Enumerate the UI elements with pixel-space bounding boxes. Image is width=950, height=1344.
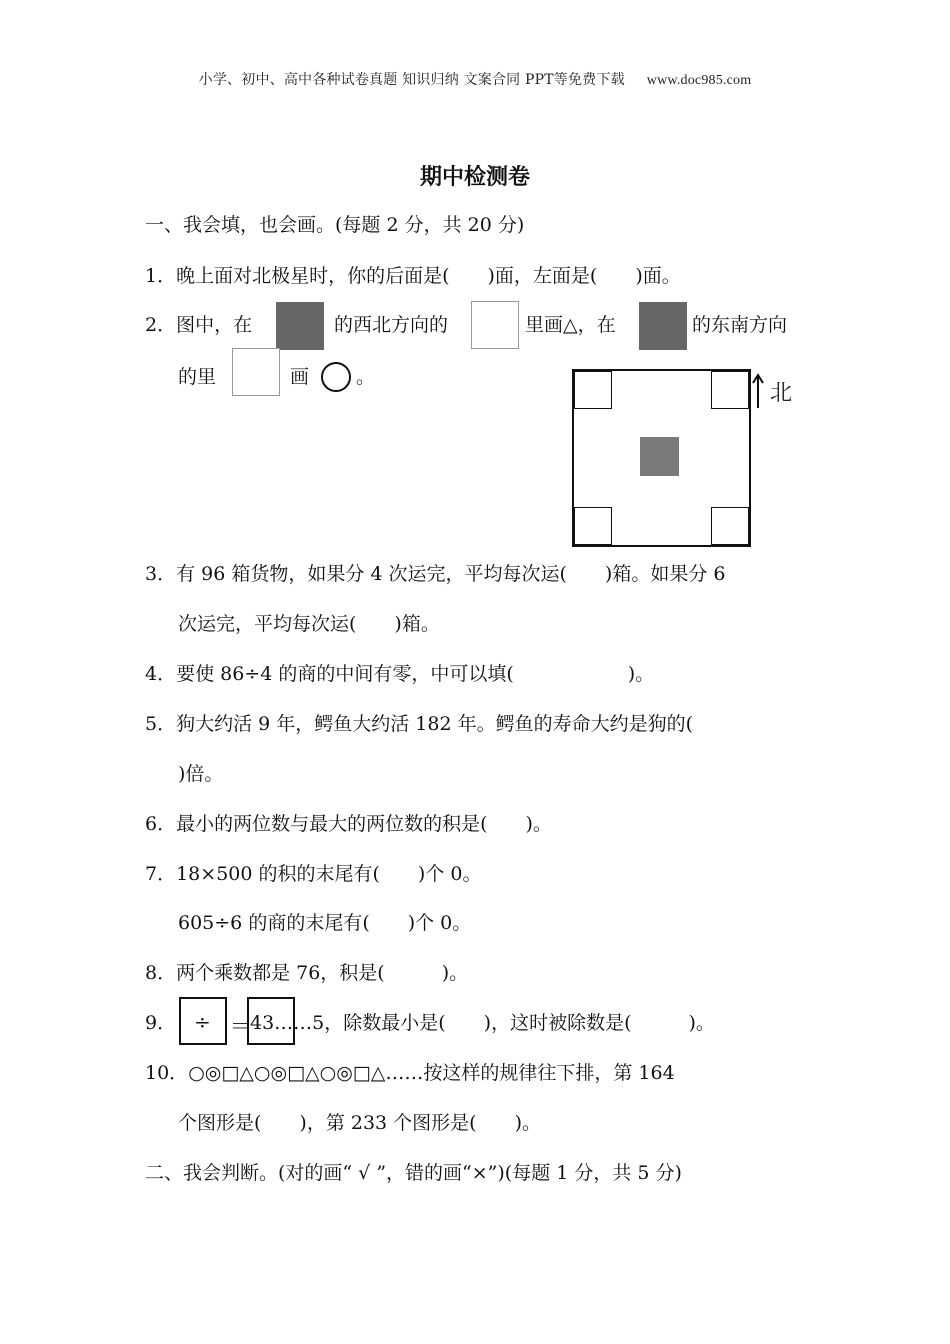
division-sign: ÷ bbox=[194, 1010, 211, 1034]
question-text: 的里 bbox=[178, 366, 217, 388]
question-5-line1 bbox=[145, 715, 693, 734]
question-number: 6． bbox=[145, 813, 177, 835]
question-text: 18×500 的积的末尾有( )个 0。 bbox=[176, 863, 482, 885]
question-text: 图中，在 bbox=[176, 314, 253, 336]
direction-diagram bbox=[572, 369, 751, 547]
question-7-line2: 605÷6 的商的末尾有( )个 0。 bbox=[178, 912, 472, 934]
corner-square-northeast bbox=[711, 371, 749, 409]
page-title: 期中检测卷 bbox=[419, 165, 530, 190]
question-text: 最小的两位数与最大的两位数的积是( )。 bbox=[176, 813, 552, 835]
question-3-line2: 次运完，平均每次运( )箱。 bbox=[178, 613, 440, 635]
question-text: 晚上面对北极星时，你的后面是( )面，左面是( )面。 bbox=[176, 265, 681, 287]
empty-square-icon bbox=[232, 348, 280, 396]
equals-sign: ＝ bbox=[230, 1014, 250, 1038]
question-1 bbox=[145, 267, 681, 286]
question-text: 画 bbox=[290, 366, 310, 388]
question-text: 的西北方向的 bbox=[334, 314, 449, 336]
header-url[interactable]: www.doc985.com bbox=[646, 73, 752, 88]
question-10-line2: 个图形是( )，第 233 个图形是( )。 bbox=[178, 1112, 541, 1134]
question-number: 10． bbox=[145, 1062, 189, 1084]
corner-square-northwest bbox=[574, 371, 612, 409]
question-number: 2． bbox=[145, 314, 177, 336]
question-8 bbox=[145, 964, 468, 983]
question-text: 的东南方向 bbox=[692, 314, 788, 336]
section2-heading: 二、我会判断。(对的画“ √ ”，错的画“×”)(每题 1 分，共 5 分) bbox=[145, 1162, 682, 1184]
question-text: 狗大约活 9 年，鳄鱼大约活 182 年。鳄鱼的寿命大约是狗的( bbox=[176, 713, 694, 735]
question-text: 有 96 箱货物，如果分 4 次运完，平均每次运( )箱。如果分 6 bbox=[176, 563, 726, 585]
question-number: 3． bbox=[145, 563, 177, 585]
question-2-line1 bbox=[145, 316, 252, 335]
question-number: 7． bbox=[145, 863, 177, 885]
question-7-line1 bbox=[145, 865, 481, 884]
question-9-number: 9． bbox=[145, 1012, 177, 1034]
question-text: ○◎□△○◎□△○◎□△……按这样的规律往下排，第 164 bbox=[188, 1062, 675, 1084]
question-text: 。 bbox=[356, 366, 376, 388]
section1-heading: 一、我会填，也会画。(每题 2 分，共 20 分) bbox=[145, 214, 525, 236]
corner-square-southeast bbox=[711, 507, 749, 545]
dark-square-icon bbox=[639, 302, 687, 350]
corner-square-southwest bbox=[574, 507, 612, 545]
question-3-line1 bbox=[145, 565, 725, 584]
question-text: 43……5，除数最小是( )，这时被除数是( )。 bbox=[250, 1012, 715, 1034]
empty-square-icon bbox=[471, 301, 519, 349]
question-4 bbox=[145, 665, 654, 684]
question-text: 要使 86÷4 的商的中间有零，中可以填( )。 bbox=[176, 663, 655, 685]
question-number: 5． bbox=[145, 713, 177, 735]
question-text: 里画△，在 bbox=[525, 314, 616, 336]
question-5-line2: )倍。 bbox=[178, 763, 224, 785]
header-text: 小学、初中、高中各种试卷真题 知识归纳 文案合同 PPT等免费下载 bbox=[198, 72, 625, 88]
circle-icon bbox=[321, 362, 351, 392]
question-text: 两个乘数都是 76，积是( )。 bbox=[176, 962, 469, 984]
question-number: 4． bbox=[145, 663, 177, 685]
page-header bbox=[0, 69, 950, 89]
center-dark-square bbox=[640, 437, 679, 476]
question-6 bbox=[145, 815, 552, 834]
north-label: 北 bbox=[770, 381, 793, 406]
question-number: 1． bbox=[145, 265, 177, 287]
dark-square-icon bbox=[276, 302, 324, 350]
question-number: 8． bbox=[145, 962, 177, 984]
question-10-line1 bbox=[145, 1064, 675, 1083]
